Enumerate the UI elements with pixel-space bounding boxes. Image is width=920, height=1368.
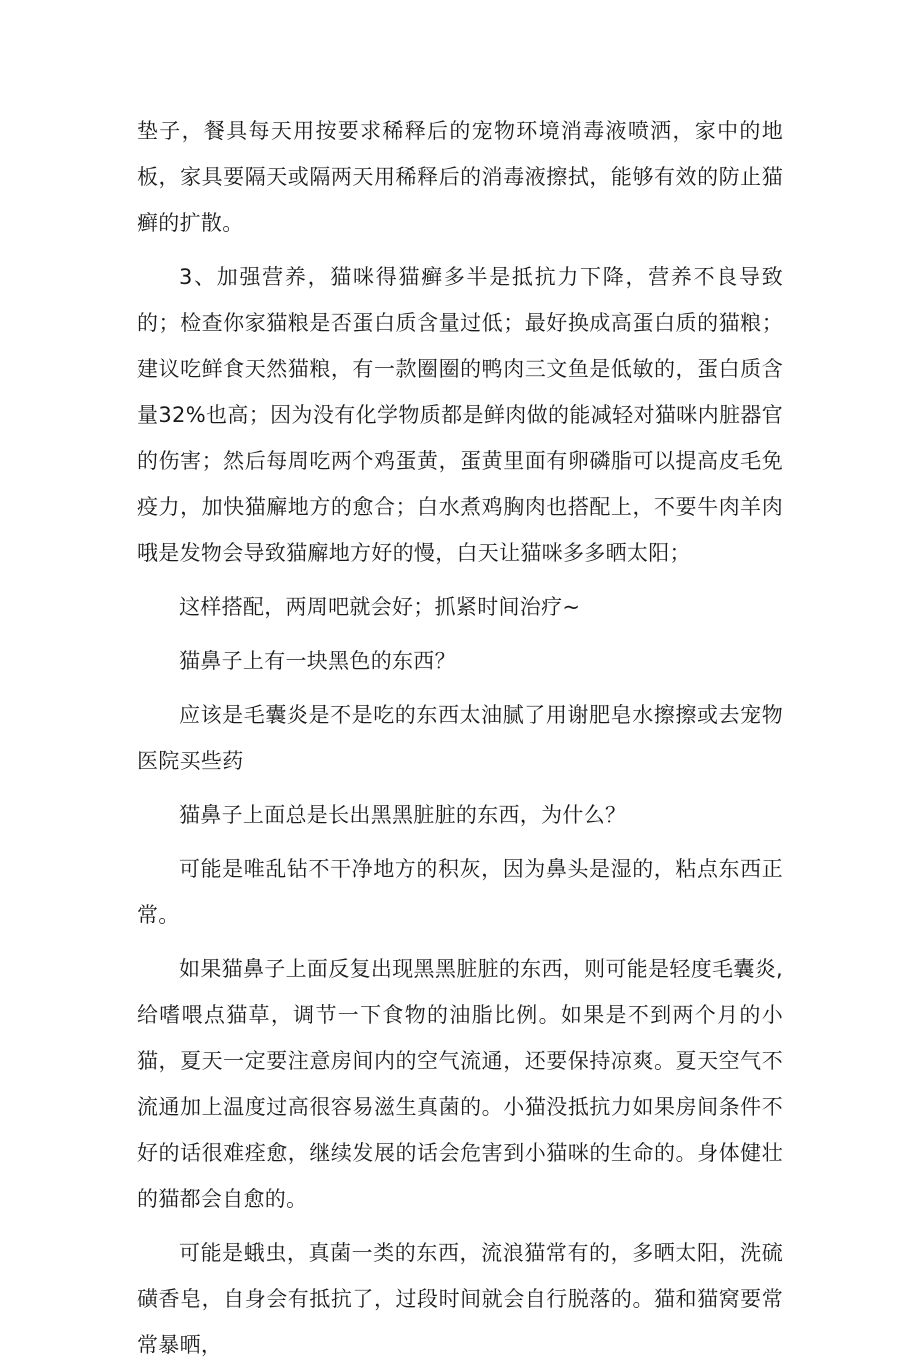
paragraph-continuation: 垫子，餐具每天用按要求稀释后的宠物环境消毒液喷洒，家中的地板，家具要隔天或隔两天用稀释后的消毒液擦拭，能够有效的防止猫癣的扩散。 [137,119,783,235]
answer-dust: 可能是唯乱钻不干净地方的积灰，因为鼻头是湿的，粘点东西正常。 [137,857,783,927]
question-dirty-nose: 猫鼻子上面总是长出黑黑脏脏的东西，为什么？ [179,803,627,827]
paragraph-nutrition: 3、加强营养，猫咪得猫癣多半是抵抗力下降，营养不良导致的；检查你家猫粮是否蛋白质含量过低；最好换成高蛋白质的猫粮；建议吃鲜食天然猫粮，有一款圈圈的鸭肉三文鱼是低敏的，蛋白质含量32%也高；因为没有化学物质都是鲜肉做的能减轻对猫咪内脏器官的伤害；然后每周吃两个鸡蛋黄，蛋黄里面有卵磷脂可以提高皮毛免疫力，加快猫廨地方的愈合；白水煮鸡胸肉也搭配上，不要牛肉羊肉哦是发物会导致猫廨地方好的慢，白天让猫咪多多晒太阳； [137,265,783,565]
document-body [137,108,783,1368]
answer-fungus: 可能是蛾虫，真菌一类的东西，流浪猫常有的，多晒太阳，洗硫磺香皂，自身会有抵抗了，过段时间就会自行脱落的。猫和猫窝要常常暴晒， [137,1241,783,1357]
question-black-spot: 猫鼻子上有一块黑色的东西？ [179,649,456,673]
paragraph-pairing-advice: 这样搭配，两周吧就会好；抓紧时间治疗~ [179,595,581,619]
answer-mild-folliculitis: 如果猫鼻子上面反复出现黑黑脏脏的东西，则可能是轻度毛囊炎,给嗜喂点猫草，调节一下食物的油脂比例。如果是不到两个月的小猫，夏天一定要注意房间内的空气流通，还要保持凉爽。夏天空气不流通加上温度过高很容易滋生真菌的。小猫没抵抗力如果房间条件不好的话很难痊愈，继续发展的话会危害到小猫咪的生命的。身体健壮的猫都会自愈的。 [137,957,783,1211]
answer-folliculitis: 应该是毛囊炎是不是吃的东西太油腻了用谢肥皂水擦擦或去宠物医院买些药 [137,703,783,773]
